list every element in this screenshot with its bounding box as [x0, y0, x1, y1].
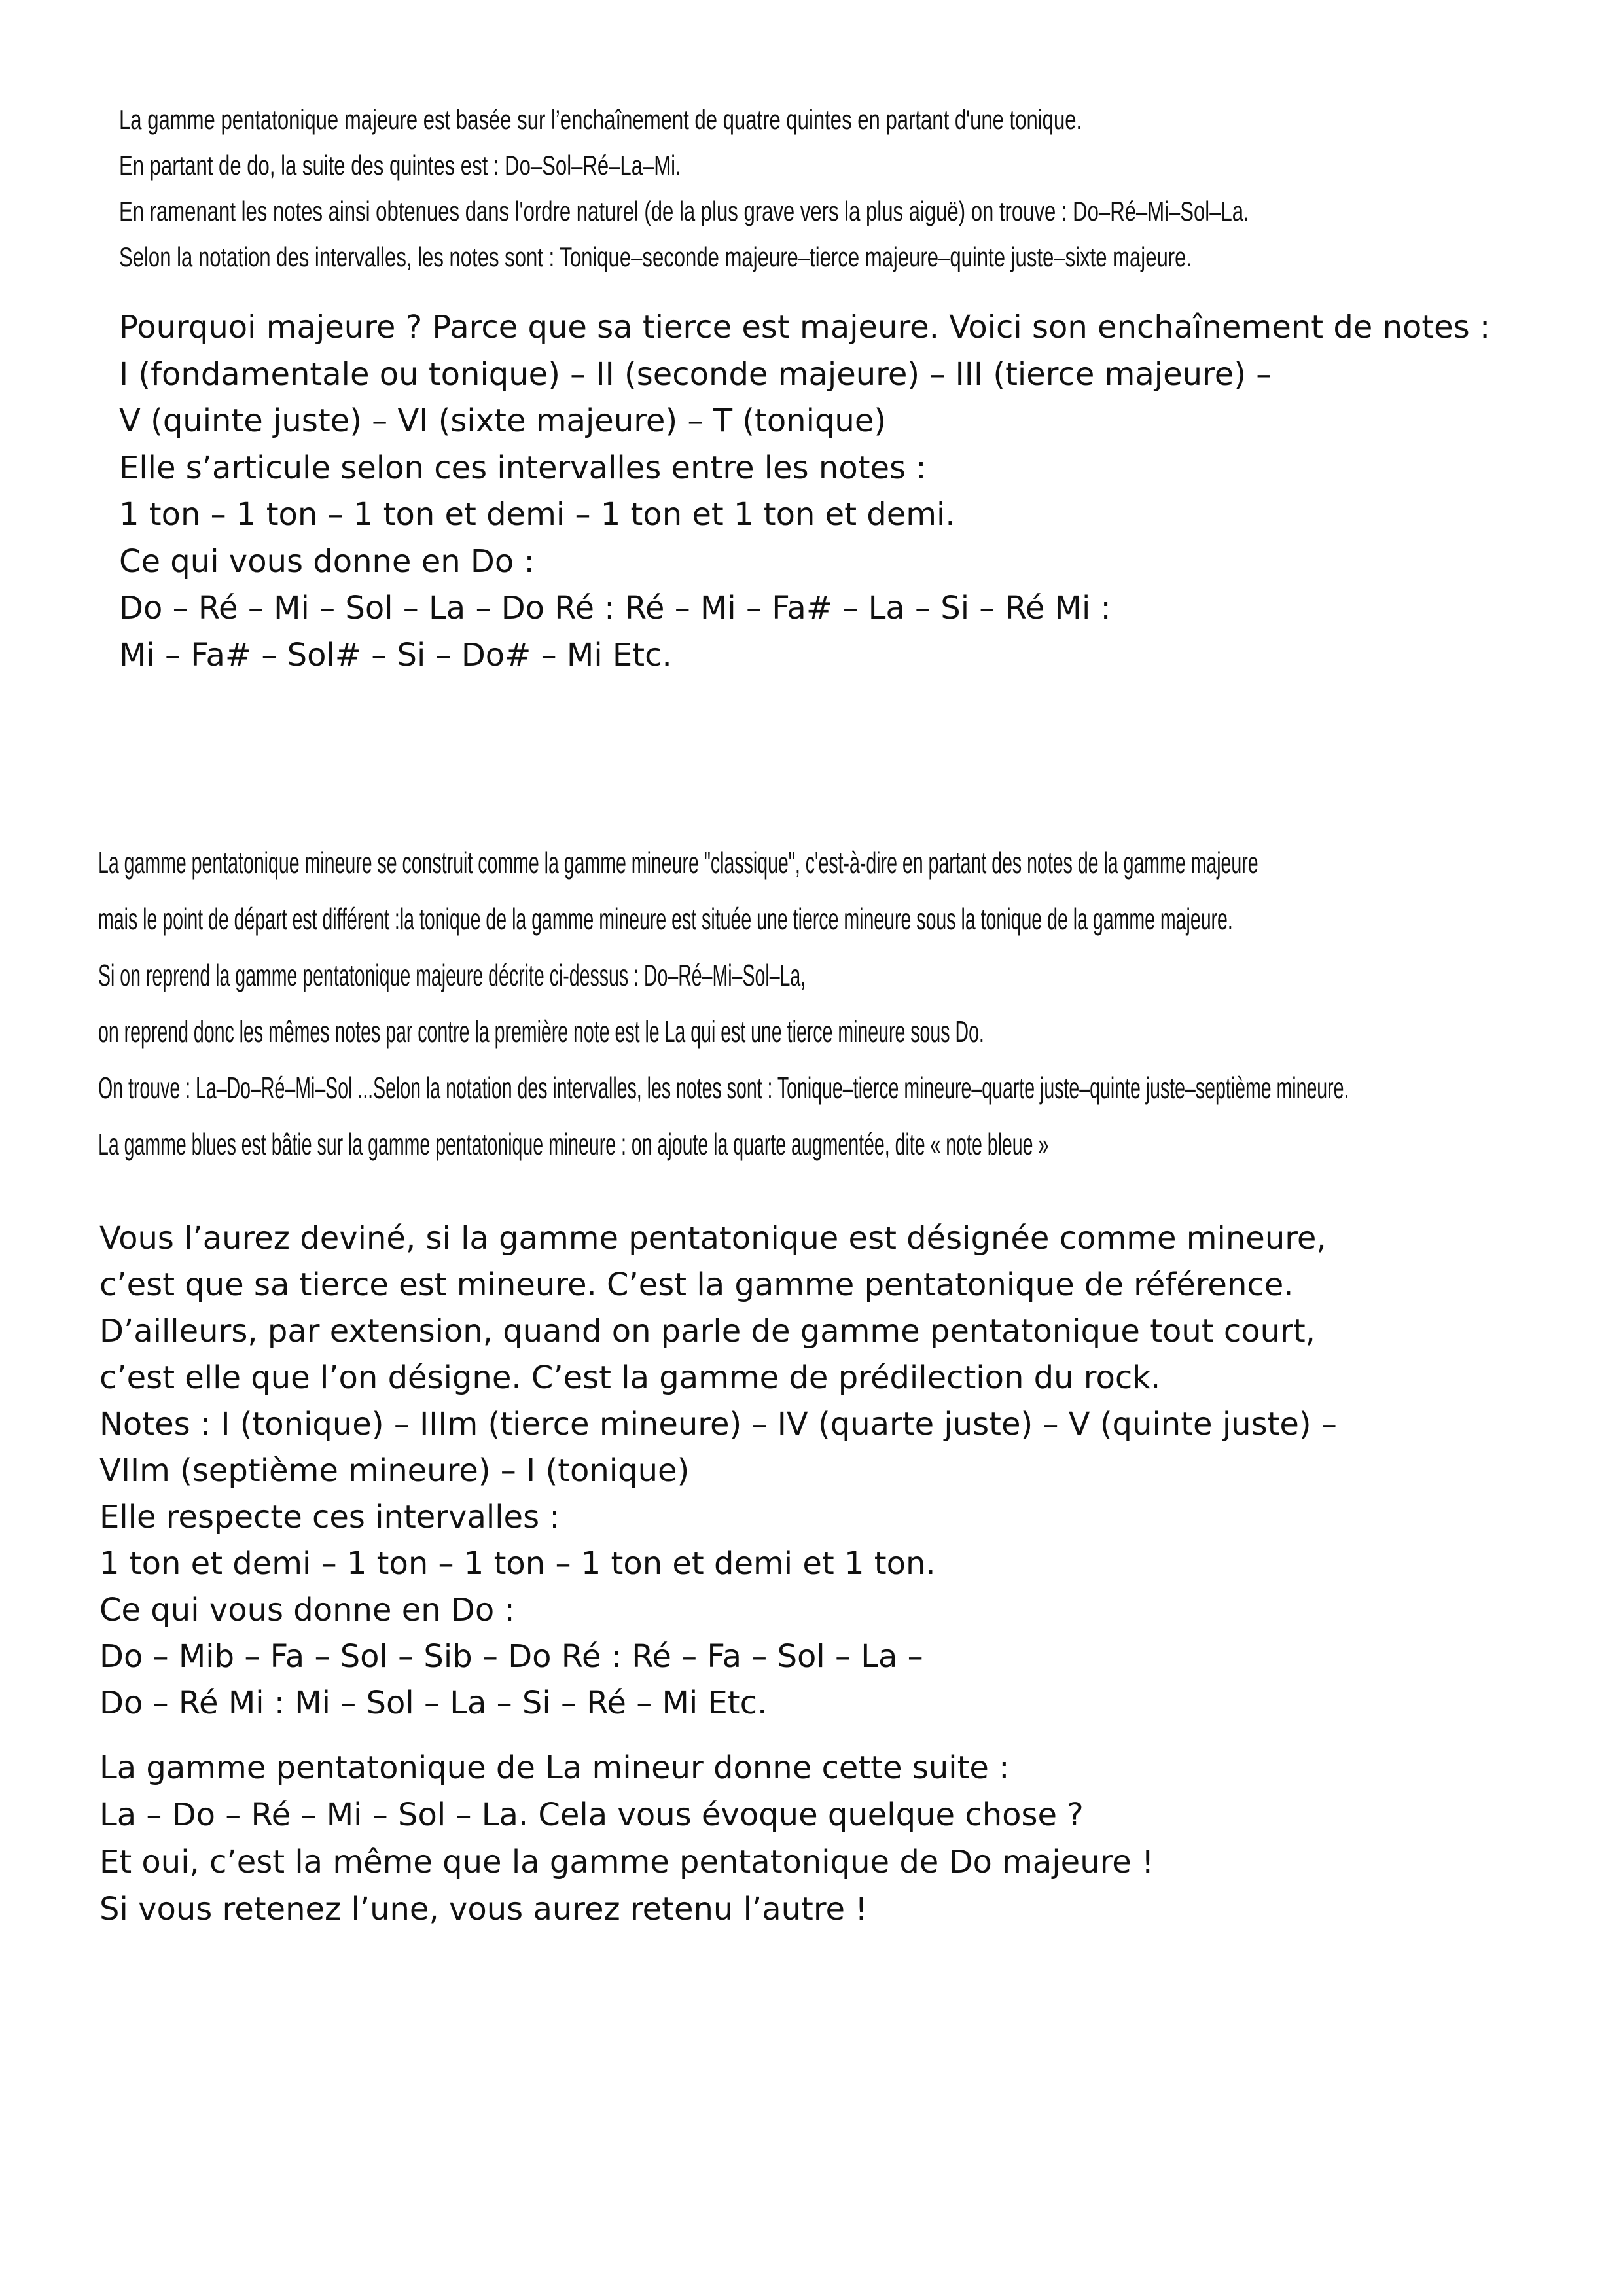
text-line: c’est elle que l’on désigne. C’est la gamme de prédilection du rock.	[99, 1359, 1161, 1396]
text-line: En ramenant les notes ainsi obtenues dans l'ordre naturel (de la plus grave vers la plus aiguë) on trouve : Do–Ré–Mi–Sol–La.	[119, 196, 1249, 226]
majeure-explanation-paragraph	[119, 304, 1490, 679]
text-line: La – Do – Ré – Mi – Sol – La. Cela vous évoque quelque chose ?	[99, 1797, 1084, 1833]
text-line: Et oui, c’est la même que la gamme pentatonique de Do majeure !	[99, 1844, 1154, 1880]
text-line: 1 ton et demi – 1 ton – 1 ton – 1 ton et demi et 1 ton.	[99, 1545, 936, 1582]
text-line: Vous l’aurez deviné, si la gamme pentatonique est désignée comme mineure,	[99, 1220, 1327, 1257]
text-line: Si on reprend la gamme pentatonique majeure décrite ci-dessus : Do–Ré–Mi–Sol–La,	[98, 958, 806, 992]
text-line: Si vous retenez l’une, vous aurez retenu l’autre !	[99, 1891, 868, 1928]
text-line: Do – Ré Mi : Mi – Sol – La – Si – Ré – Mi Etc.	[99, 1685, 768, 1721]
text-line: Ce qui vous donne en Do :	[99, 1592, 515, 1628]
text-line: D’ailleurs, par extension, quand on parle de gamme pentatonique tout court,	[99, 1313, 1315, 1350]
text-line: Pourquoi majeure ? Parce que sa tierce est majeure. Voici son enchaînement de notes :	[119, 309, 1491, 346]
text-line: En partant de do, la suite des quintes est : Do–Sol–Ré–La–Mi.	[119, 150, 681, 181]
text-line: Elle s’articule selon ces intervalles entre les notes :	[119, 449, 927, 486]
text-line: On trouve : La–Do–Ré–Mi–Sol ...Selon la notation des intervalles, les notes sont : Tonique–tierce mineure–quarte juste–quinte juste–septième mineure.	[98, 1071, 1349, 1105]
text-line: La gamme pentatonique majeure est basée sur l’enchaînement de quatre quintes en partant d'une tonique.	[119, 104, 1082, 135]
text-line: La gamme blues est bâtie sur la gamme pentatonique mineure : on ajoute la quarte augmentée, dite « note bleue »	[98, 1127, 1049, 1161]
text-line: VIIm (septième mineure) – I (tonique)	[99, 1452, 690, 1489]
text-line: Do – Mib – Fa – Sol – Sib – Do Ré : Ré – Fa – Sol – La –	[99, 1638, 923, 1675]
text-line: 1 ton – 1 ton – 1 ton et demi – 1 ton et 1 ton et demi.	[119, 496, 955, 533]
text-line: Selon la notation des intervalles, les notes sont : Tonique–seconde majeure–tierce majeure–quinte juste–sixte majeure.	[119, 242, 1192, 272]
text-line: Ce qui vous donne en Do :	[119, 543, 535, 580]
text-line: c’est que sa tierce est mineure. C’est la gamme pentatonique de référence.	[99, 1266, 1294, 1303]
text-line: La gamme pentatonique de La mineur donne cette suite :	[99, 1749, 1010, 1786]
text-line: V (quinte juste) – VI (sixte majeure) – T (tonique)	[119, 403, 887, 439]
text-line: La gamme pentatonique mineure se construit comme la gamme mineure "classique", c'est-à-dire en partant des notes de la gamme majeure	[98, 846, 1258, 880]
text-line: Notes : I (tonique) – IIIm (tierce mineure) – IV (quarte juste) – V (quinte juste) –	[99, 1406, 1337, 1443]
text-line: mais le point de départ est différent :la tonique de la gamme mineure est située une tierce mineure sous la tonique de la gamme majeure.	[98, 902, 1233, 936]
mineure-intro-paragraph	[98, 834, 1623, 1172]
text-line: on reprend donc les mêmes notes par contre la première note est le La qui est une tierce mineure sous Do.	[98, 1014, 984, 1049]
text-line: Do – Ré – Mi – Sol – La – Do Ré : Ré – Mi – Fa# – La – Si – Ré Mi :	[119, 590, 1111, 626]
mineure-explanation-paragraph	[99, 1215, 1337, 1727]
closing-paragraph	[99, 1744, 1154, 1933]
text-line: Mi – Fa# – Sol# – Si – Do# – Mi Etc.	[119, 636, 672, 673]
majeure-intro-paragraph	[119, 97, 1623, 280]
text-line: Elle respecte ces intervalles :	[99, 1499, 560, 1535]
text-line: I (fondamentale ou tonique) – II (seconde majeure) – III (tierce majeure) –	[119, 355, 1272, 393]
